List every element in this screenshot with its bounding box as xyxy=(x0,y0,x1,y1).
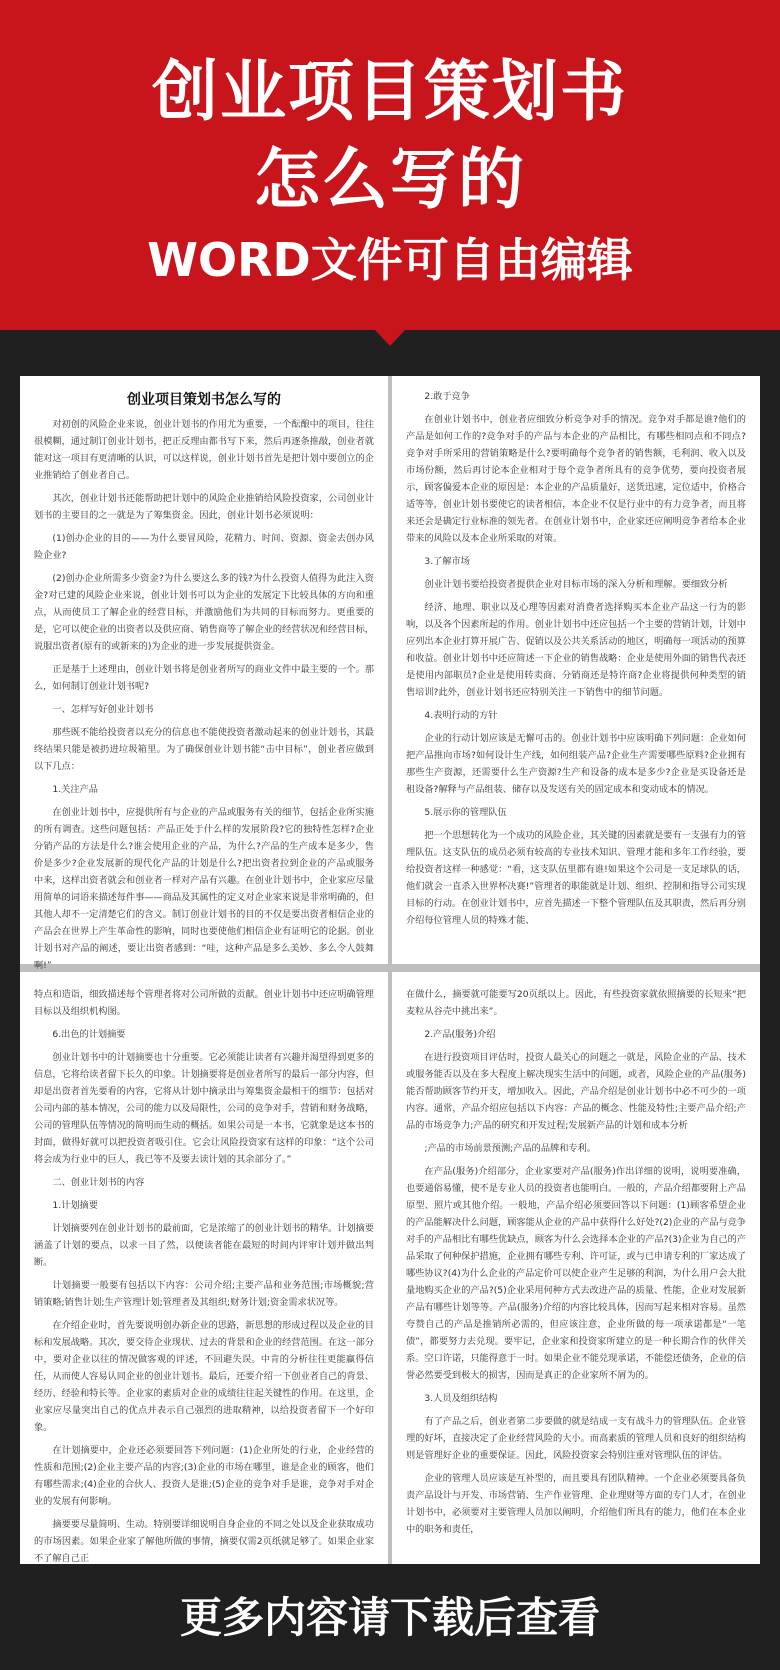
paragraph: 企业的管理人员应该是互补型的，而且要具有团队精神。一个企业必须要具备负责产品设计与开发、市场营销、生产作业管理、企业理财等方面的专门人才，在创业计划书中，必须要对主要管理人员加以阐明，介绍他们所具有的能力，他们在本企业中的职务和责任， xyxy=(406,1473,746,1535)
paragraph: 计划摘要列在创业计划书的最前面，它是浓缩了的创业计划书的精华。计划摘要涵盖了计划的要点，以求一目了然，以便读者能在最短的时间内评审计划并做出判断。 xyxy=(34,1223,374,1268)
paragraph: 有了产品之后，创业者第二步要做的就是结成一支有战斗力的管理队伍。企业管理的好坏，直接决定了企业经营风险的大小。而高素质的管理人员和良好的组织结构则是管理好企业的重要保证。因此，风险投资家会特别注重对管理队伍的评估。 xyxy=(406,1416,746,1461)
document-title: 创业项目策划书怎么写的 xyxy=(127,392,281,408)
section-heading: 1.关注产品 xyxy=(52,784,98,795)
section-heading: 5.展示你的管理队伍 xyxy=(424,807,507,818)
document-page-3 xyxy=(20,972,388,1564)
paragraph: 在产品(服务)介绍部分，企业家要对产品(服务)作出详细的说明，说明要准确，也要通俗易懂，使不是专业人员的投资者也能明白。一般的，产品介绍都要附上产品原型、照片或其他介绍。一般地，产品介绍必须要回答以下问题：(1)顾客希望企业的产品能解决什么问题，顾客能从企业的产品中获得什么好处?(2)企业的产品与竞争对手的产品相比有哪些优缺点，顾客为什么会选择本企业的产品?(3)企业为自己的产品采取了何种保护措施，企业拥有哪些专利、许可证，或与已申请专利的厂家达成了哪些协议?(4)为什么企业的产品定价可以使企业产生足够的利润，为什么用户会大批量地购买企业的产品?(5)企业采用何种方式去改进产品的质量、性能，企业对发展新产品有哪些计划等等。产品(服务)介绍的内容比较具体，因而写起来相对容易。虽然夸赞自己的产品是推销所必需的，但应该注意，企业所做的每一项承诺都是“一笔债”，都要努力去兑现。要牢记，企业家和投资家所建立的是一种长期合作的伙伴关系。空口许诺，只能得意于一时。如果企业不能兑现承诺，不能偿还债务，企业的信誉必然要受到极大的损害，因而是真正的企业家所不屑为的。 xyxy=(406,1166,746,1381)
banner-pointer-triangle xyxy=(374,329,406,346)
paragraph: 创业计划书中的计划摘要也十分重要。它必须能让读者有兴趣并渴望得到更多的信息，它将给读者留下长久的印象。计划摘要将是创业者所写的最后一部分内容，但却是出资者首先要看的内容，它将从计划中摘录出与筹集资金最相干的细节：包括对公司内部的基本情况，公司的能力以及局限性，公司的竞争对手，营销和财务战略，公司的管理队伍等情况的简明而生动的概括。如果公司是一本书，它就象是这本书的封面，做得好就可以把投资者吸引住。它会让风险投资家有这样的印象：“这个公司将会成为行业中的巨人，我已等不及要去读计划的其余部分了。” xyxy=(34,1052,374,1165)
paragraph: 其次，创业计划书还能帮助把计划中的风险企业推销给风险投资家，公司创业计划书的主要目的之一就是为了筹集资金。因此，创业计划书必须说明： xyxy=(34,493,374,521)
paragraph: (2)创办企业所需多少资金?为什么要这么多的钱?为什么投资人值得为此注入资金?对已建的风险企业来说，创业计划书可以为企业的发展定下比较具体的方向和重点，从而使员工了解企业的经营目标，并激励他们为共同的目标而努力。更重要的是，它可以使企业的出资者以及供应商、销售商等了解企业的经营状况和经营目标，说服出资者(原有的或新来的)为企业的进一步发展提供资金。 xyxy=(34,573,374,652)
paragraph: 经济、地理、职业以及心理等因素对消费者选择购买本企业产品这一行为的影响，以及各个因素所起的作用。创业计划书中还应包括一个主要的营销计划，计划中应列出本企业打算开展广告、促销以及公共关系活动的地区，明确每一项活动的预算和收益。创业计划书中还应简述一下企业的销售战略：企业是使用外面的销售代表还是使用内部职员?企业是使用转卖商、分销商还是特许商?企业将提供何种类型的销售培训?此外，创业计划书还应特别关注一下销售中的细节问题。 xyxy=(406,602,746,698)
paragraph: 在创业计划书中，创业者应细致分析竞争对手的情况。竞争对手都是谁?他们的产品是如何工作的?竞争对手的产品与本企业的产品相比，有哪些相同点和不同点?竞争对手所采用的营销策略是什么?要明确每个竞争者的销售额，毛利润、收入以及市场份额，然后再讨论本企业相对于每个竞争者所具有的竞争优势，要向投资者展示，顾客偏爱本企业的原因是：本企业的产品质量好，送货迅速，定位适中，价格合适等等，创业计划书要使它的读者相信，本企业不仅是行业中的有力竞争者，而且将来还会是确定行业标准的领先者。在创业计划书中，企业家还应阐明竞争者给本企业带来的风险以及本企业所采取的对策。 xyxy=(406,414,746,544)
title-line-2: 怎么写的 xyxy=(254,141,526,218)
download-prompt: 更多内容请下载后查看 xyxy=(179,1593,600,1642)
paragraph: 在进行投资项目评估时，投资人最关心的问题之一就是，风险企业的产品、技术或服务能否以及在多大程度上解决现实生活中的问题，或者，风险企业的产品(服务)能否帮助顾客节约开支，增加收入。因此，产品介绍是创业计划书中必不可少的一项内容。通常，产品介绍应包括以下内容：产品的概念、性能及特性;主要产品介绍;产品的市场竞争力;产品的研究和开发过程;发展新产品的计划和成本分析 xyxy=(406,1052,746,1131)
section-heading: 3.了解市场 xyxy=(424,556,470,567)
section-heading: 一、怎样写好创业计划书 xyxy=(52,704,154,715)
paragraph: 企业的行动计划应该是无懈可击的。创业计划书中应该明确下列问题：企业如何把产品推向市场?如何设计生产线，如何组装产品?企业生产需要哪些原料?企业拥有那些生产资源，还需要什么生产资源?生产和设备的成本是多少?企业是买设备还是租设备?解释与产品组装、储存以及发送有关的固定成本和变动成本的情况。 xyxy=(406,733,746,795)
document-page-2 xyxy=(392,376,760,964)
paragraph: 在做什么，摘要就可能要写20页纸以上。因此，有些投资家就依照摘要的长短来“把麦粒从谷壳中挑出来”。 xyxy=(406,989,746,1017)
subtitle: WORD文件可自由编辑 xyxy=(147,233,633,287)
paragraph: 计划摘要一般要有包括以下内容：公司介绍;主要产品和业务范围;市场概貌;营销策略;销售计划;生产管理计划;管理者及其组织;财务计划;资金需求状况等。 xyxy=(34,1280,374,1308)
paragraph: 在创业计划书中，应提供所有与企业的产品或服务有关的细节，包括企业所实施的所有调查。这些问题包括：产品正处于什么样的发展阶段?它的独特性怎样?企业分销产品的方法是什么?谁会使用企业的产品，为什么?产品的生产成本是多少，售价是多少?企业发展新的现代化产品的计划是什么?把出资者拉到企业的产品或服务中来，这样出资者就会和创业者一样对产品有兴趣。在创业计划书中，企业家应尽量用简单的词语来描述每件事——商品及其属性的定义对企业家来说是非常明确的，但其他人却不一定清楚它们的含义。制订创业计划书的目的不仅是要出资者相信企业的产品会在世界上产生革命性的影响，同时也要使他们相信企业有证明它的论据。创业计划书对产品的阐述，要让出资者感到：“哇，这种产品是多么美妙、多么令人鼓舞啊!” xyxy=(34,807,374,971)
section-heading: 2.产品(服务)介绍 xyxy=(424,1029,496,1040)
section-heading: 4.表明行动的方针 xyxy=(424,710,498,721)
paragraph: (1)创办企业的目的——为什么要冒风险，花精力、时间、资源、资金去创办风险企业? xyxy=(34,533,374,561)
document-page-1 xyxy=(20,376,388,971)
paragraph: 摘要要尽量简明、生动。特别要详细说明自身企业的不同之处以及企业获取成功的市场因素。如果企业家了解他所做的事情，摘要仅需2页纸就足够了。如果企业家不了解自己正 xyxy=(34,1519,374,1564)
paragraph: ;产品的市场前景预测;产品的品牌和专利。 xyxy=(424,1143,596,1154)
paragraph: 在计划摘要中，企业还必须要回答下列问题：(1)企业所处的行业，企业经营的性质和范围;(2)企业主要产品的内容;(3)企业的市场在哪里，谁是企业的顾客，他们有哪些需求;(4)企业的合伙人、投资人是谁;(5)企业的竞争对手是谁，竞争对手对企业的发展有何影响。 xyxy=(34,1445,374,1507)
paragraph: 创业计划书要给投资者提供企业对目标市场的深入分析和理解。要细致分析 xyxy=(424,579,728,590)
paragraph: 特点和造诣，细致描述每个管理者将对公司所做的贡献。创业计划书中还应明确管理目标以及组织机构图。 xyxy=(34,989,374,1017)
header-banner xyxy=(0,0,780,330)
paragraph: 正是基于上述理由，创业计划书将是创业者所写的商业文件中最主要的一个。那么，如何制订创业计划书呢? xyxy=(34,664,374,692)
document-page-4 xyxy=(392,972,760,1564)
section-heading: 6.出色的计划摘要 xyxy=(52,1029,126,1040)
section-heading: 1.计划摘要 xyxy=(52,1200,98,1211)
paragraph: 对初创的风险企业来说，创业计划书的作用尤为重要，一个酝酿中的项目，往往很模糊，通过制订创业计划书，把正反理由都书写下来，然后再逐条推敲，创业者就能对这一项目有更清晰的认识，可以这样说，创业计划书首先是把计划中要创立的企业推销给了创业者自己。 xyxy=(34,419,374,481)
section-heading: 3.人员及组织结构 xyxy=(424,1393,498,1404)
paragraph: 那些既不能给投资者以充分的信息也不能使投资者激动起来的创业计划书，其最终结果只能是被扔进垃圾箱里。为了确保创业计划书能“击中目标”，创业者应做到以下几点： xyxy=(34,727,374,772)
section-heading: 2.敢于竞争 xyxy=(424,391,470,402)
paragraph: 把一个思想转化为一个成功的风险企业，其关键的因素就是要有一支强有力的管理队伍。这支队伍的成员必须有较高的专业技术知识、管理才能和多年工作经验，要给投资者这样一种感觉：“看，这支队伍里都有谁!如果这个公司是一支足球队的话，他们就会一直杀入世界杯决赛!”管理者的职能就是计划、组织、控制和指导公司实现目标的行动。在创业计划书中，应首先描述一下整个管理队伍及其职责，然后再分别介绍每位管理人员的特殊才能、 xyxy=(406,830,746,926)
paragraph: 在介绍企业时，首先要说明创办新企业的思路，新思想的形成过程以及企业的目标和发展战略。其次，要交待企业现状、过去的背景和企业的经营范围。在这一部分中，要对企业以往的情况做客观的评述，不回避失误。中肯的分析往往更能赢得信任，从而使人容易认同企业的创业计划书。最后，还要介绍一下创业者自己的背景、经历、经验和特长等。企业家的素质对企业的成绩往往起关键性的作用。在这里，企业家应尽量突出自己的优点并表示自己强烈的进取精神，以给投资者留下一个好印象。 xyxy=(34,1320,374,1433)
title-line-1: 创业项目策划书 xyxy=(152,53,628,130)
section-heading: 二、创业计划书的内容 xyxy=(52,1177,145,1188)
document-preview-grid xyxy=(20,376,760,1564)
